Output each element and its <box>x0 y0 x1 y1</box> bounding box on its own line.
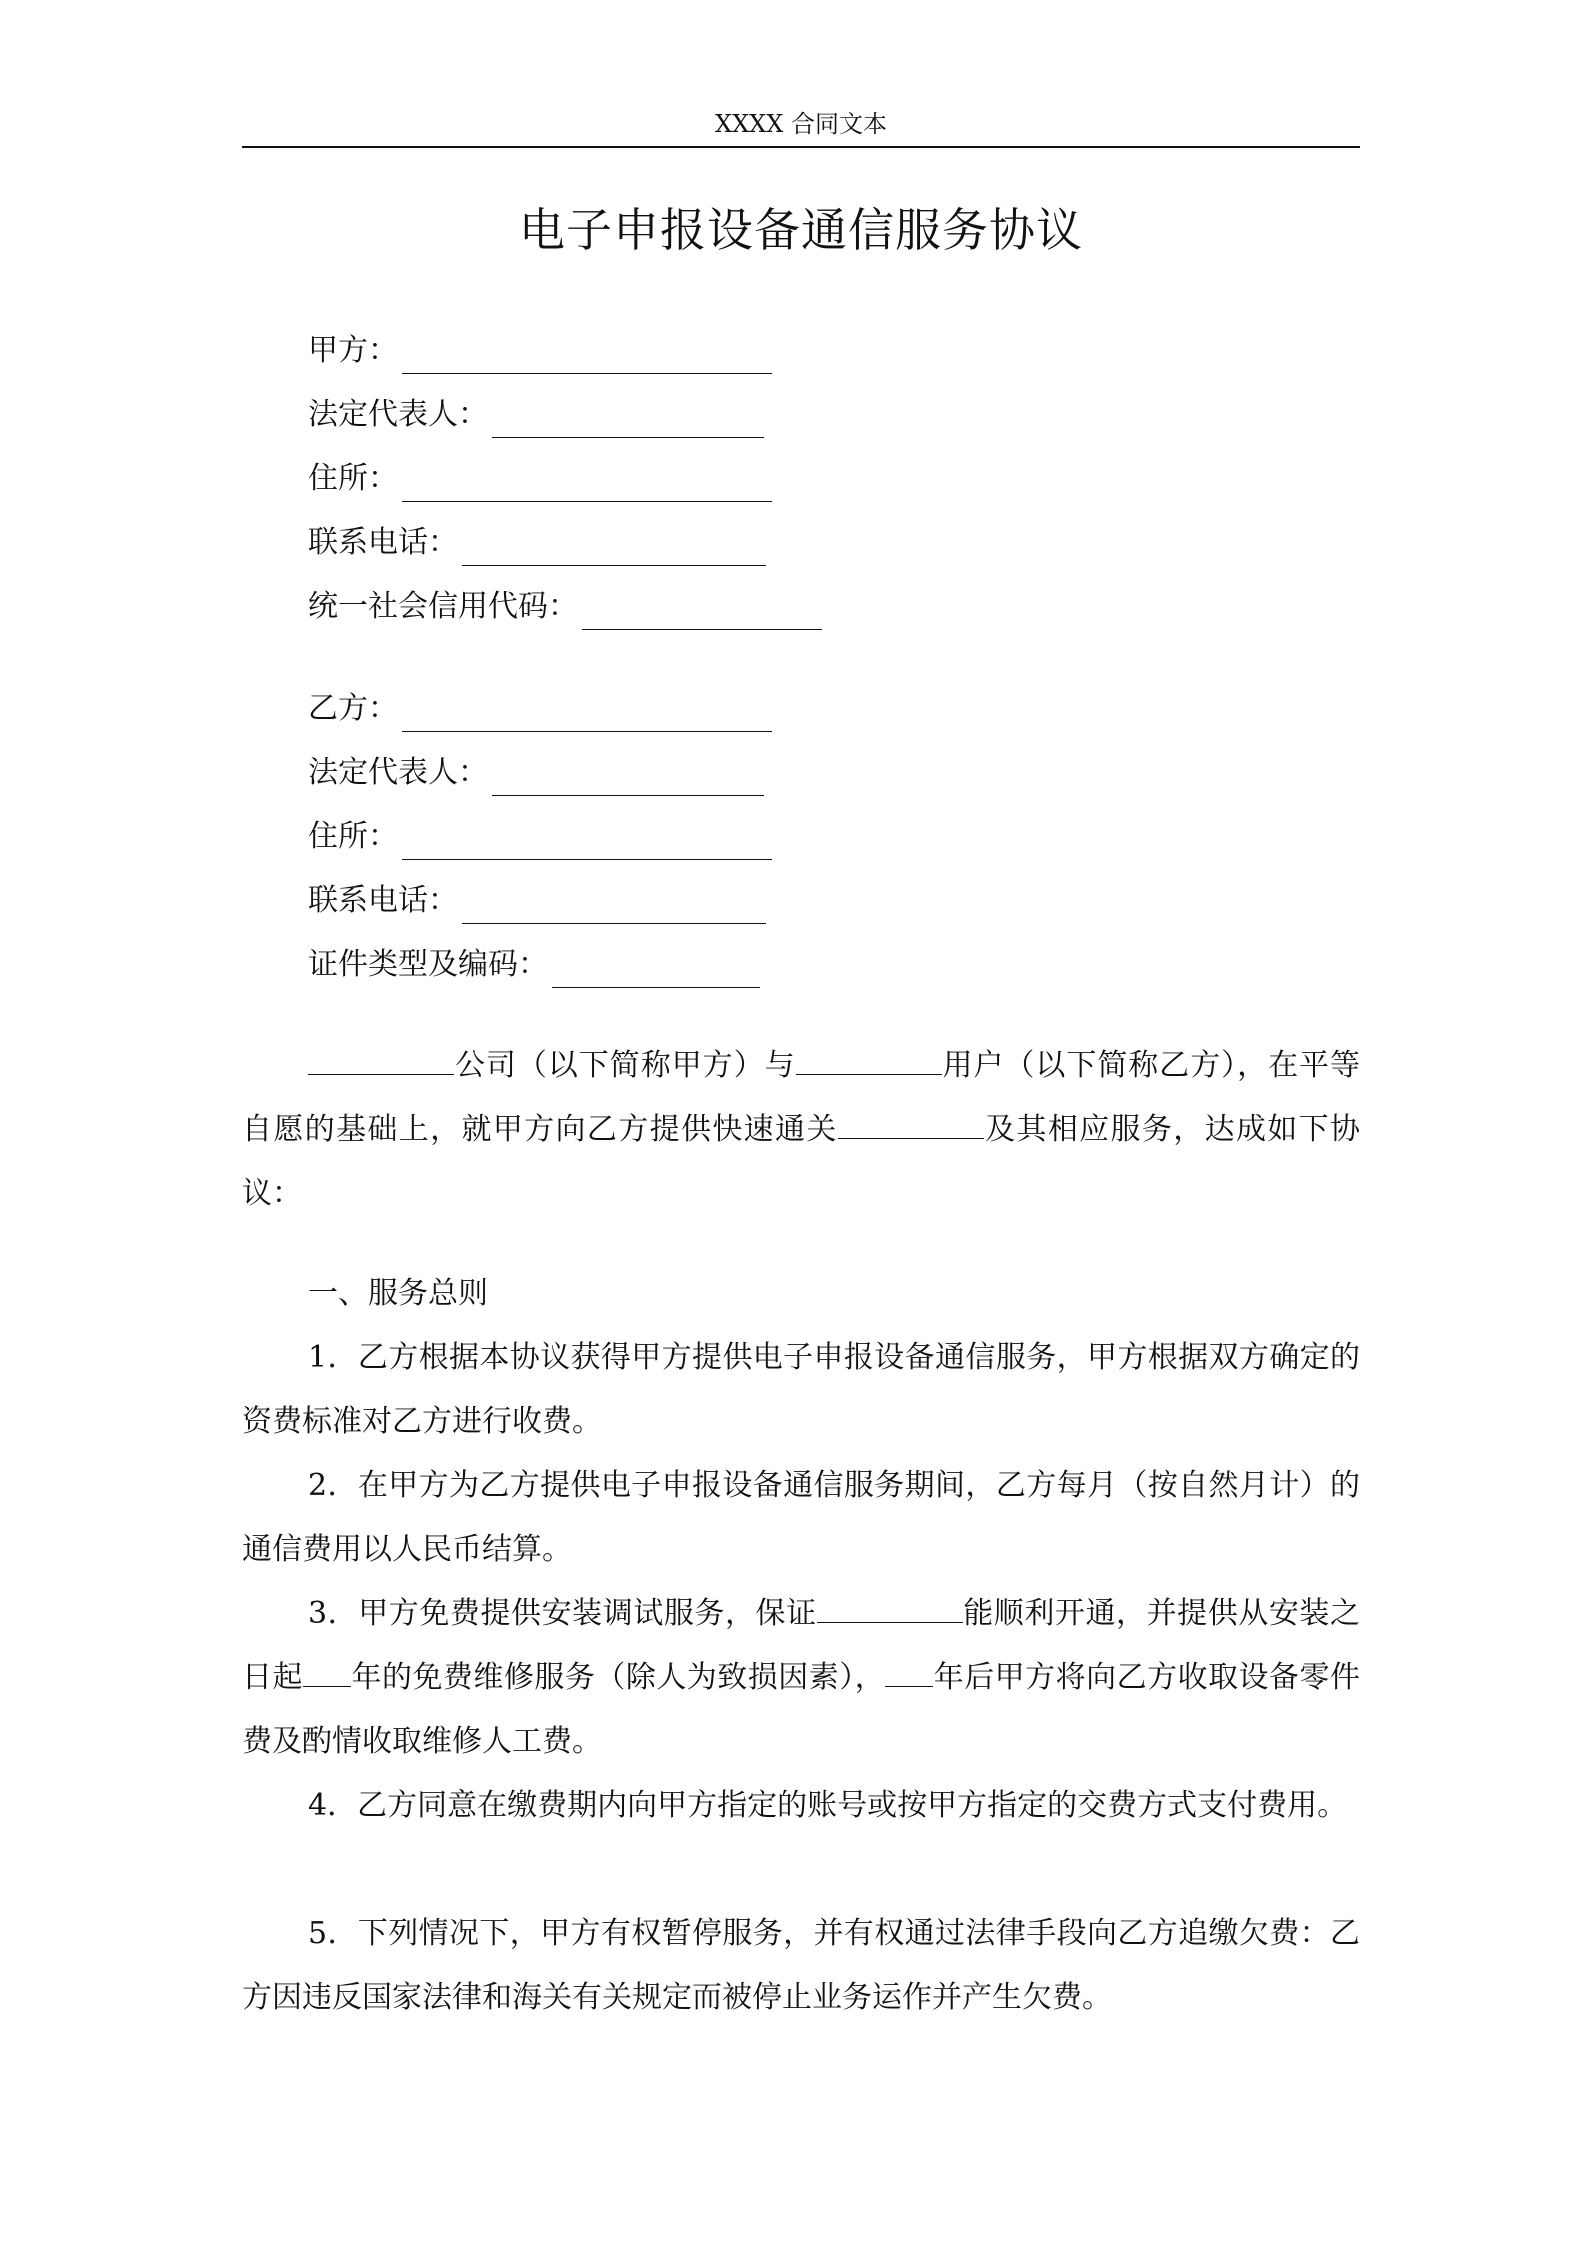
clause-3-text-a: 3．甲方免费提供安装调试服务，保证 <box>308 1596 817 1631</box>
fill-blank <box>838 1112 984 1139</box>
party-a-credit-code-field <box>308 584 822 630</box>
party-b-address-field <box>308 814 772 860</box>
field-label: 联系电话： <box>308 883 458 918</box>
section-heading: 一、服务总则 <box>308 1276 488 1311</box>
fill-blank <box>796 1048 942 1075</box>
fill-blank <box>552 951 760 988</box>
party-b-phone-field <box>308 878 766 924</box>
party-a-address-field <box>308 456 772 502</box>
fill-blank <box>462 529 766 566</box>
clause-3-text-c: 年的免费维修服务（除人为致损因素）， <box>350 1660 886 1695</box>
field-label: 法定代表人： <box>308 755 488 790</box>
clause-4: 4．乙方同意在缴费期内向甲方指定的账号或按甲方指定的交费方式支付费用。 <box>308 1788 1348 1823</box>
fill-blank <box>817 1596 963 1623</box>
fill-blank <box>402 337 772 374</box>
fill-blank <box>462 887 766 924</box>
clause-3 <box>242 1582 1360 1774</box>
fill-blank <box>492 401 764 438</box>
document-title: 电子申报设备通信服务协议 <box>519 203 1083 257</box>
intro-paragraph <box>242 1034 1360 1226</box>
field-label: 法定代表人： <box>308 397 488 432</box>
fill-blank <box>303 1660 351 1687</box>
party-b-id-field <box>308 942 760 988</box>
field-label: 统一社会信用代码： <box>308 589 578 624</box>
header-rule <box>242 146 1360 148</box>
clause-2: 2．在甲方为乙方提供电子申报设备通信服务期间，乙方每月（按自然月计）的通信费用以人民币结算。 <box>242 1468 1360 1567</box>
party-a-name-field <box>308 328 772 374</box>
running-header: XXXX 合同文本 <box>715 110 887 138</box>
field-label: 联系电话： <box>308 525 458 560</box>
clause-1: 1．乙方根据本协议获得甲方提供电子申报设备通信服务，甲方根据双方确定的资费标准对乙方进行收费。 <box>242 1340 1360 1439</box>
intro-text-1: 公司（以下简称甲方）与 <box>454 1048 796 1083</box>
party-b-legal-rep-field <box>308 750 764 796</box>
intro-text-3: 及其相应服务，达成如下协议： <box>242 1112 1361 1211</box>
fill-blank <box>308 1048 454 1075</box>
field-label: 证件类型及编码： <box>308 947 548 982</box>
clause-5: 5．下列情况下，甲方有权暂停服务，并有权通过法律手段向乙方追缴欠费：乙方因违反国家法律和海关有关规定而被停止业务运作并产生欠费。 <box>242 1916 1360 2015</box>
party-b-name-field <box>308 686 772 732</box>
fill-blank <box>402 823 772 860</box>
clause-3-text-b: 能顺利开通，并提供从安装之日起 <box>242 1596 1360 1695</box>
field-label: 住所： <box>308 819 398 854</box>
fill-blank <box>885 1660 933 1687</box>
fill-blank <box>402 465 772 502</box>
clause-3-text-d: 年后甲方将向乙方收取设备零件费及酌情收取维修人工费。 <box>242 1660 1361 1759</box>
fill-blank <box>402 695 772 732</box>
party-a-phone-field <box>308 520 766 566</box>
fill-blank <box>492 759 764 796</box>
field-label: 乙方： <box>308 691 398 726</box>
field-label: 住所： <box>308 461 398 496</box>
party-a-legal-rep-field <box>308 392 764 438</box>
intro-text-2: 用户（以下简称乙方），在平等自愿的基础上，就甲方向乙方提供快速通关 <box>242 1048 1361 1147</box>
field-label: 甲方： <box>308 333 398 368</box>
fill-blank <box>582 593 822 630</box>
